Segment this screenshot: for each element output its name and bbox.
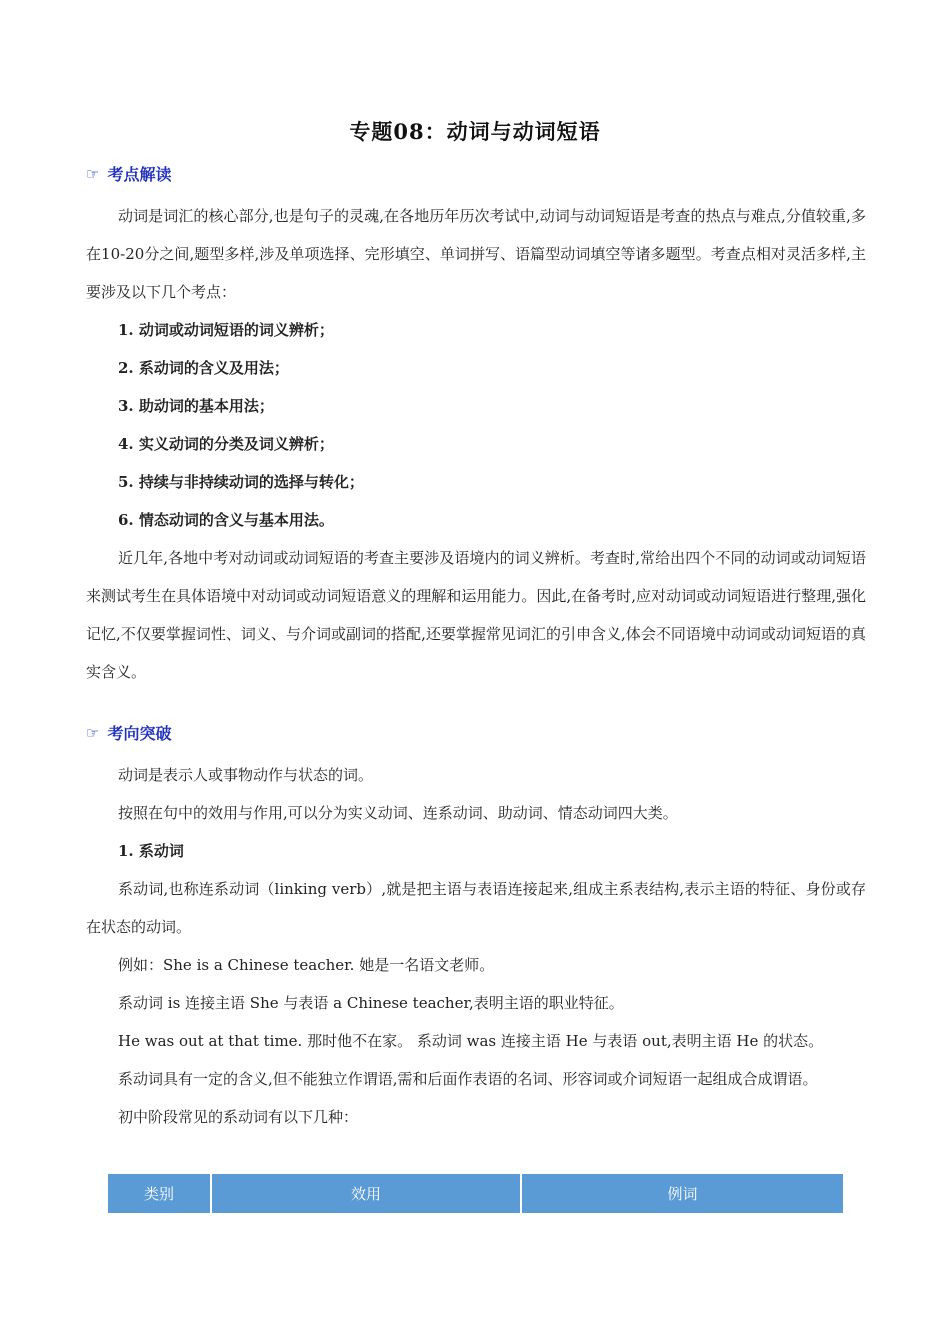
pointing-hand-icon: ☞ — [86, 164, 100, 183]
point-item: 4. 实义动词的分类及词义辨析； — [118, 435, 334, 453]
section-breakthrough-body — [86, 756, 866, 1136]
section-heading-analysis — [86, 162, 171, 185]
point-item: 2. 系动词的含义及用法； — [118, 359, 289, 377]
section-heading-breakthrough — [86, 721, 171, 744]
subheading-linking-verb: 1. 系动词 — [118, 842, 184, 860]
linking-verb-usage: 系动词具有一定的含义,但不能独立作谓语,需和后面作表语的名词、形容词或介词短语一起组成合成谓语。 — [118, 1070, 818, 1088]
linking-verb-definition: 系动词,也称连系动词（linking verb）,就是把主语与表语连接起来,组成主系表结构,表示主语的特征、身份或存在状态的动词。 — [86, 880, 866, 936]
section-analysis-body — [86, 197, 866, 691]
page-title: 专题08：动词与动词短语 — [349, 119, 601, 144]
definition-paragraph: 动词是表示人或事物动作与状态的词。 — [118, 766, 374, 784]
header-examples: 例词 — [521, 1174, 843, 1213]
header-function: 效用 — [211, 1174, 521, 1213]
example-explanation: 系动词 is 连接主语 She 与表语 a Chinese teacher,表明主语的职业特征。 — [118, 994, 624, 1012]
section-heading-label: 考点解读 — [107, 165, 172, 184]
intro-paragraph: 动词是词汇的核心部分,也是句子的灵魂,在各地历年历次考试中,动词与动词短语是考查的热点与难点,分值较重,多在10-20分之间,题型多样,涉及单项选择、完形填空、单词拼写、语篇型动词填空等诸多题型。考查点相对灵活多样,主要涉及以下几个考点： — [86, 207, 866, 301]
classification-paragraph: 按照在句中的效用与作用,可以分为实义动词、连系动词、助动词、情态动词四大类。 — [118, 804, 678, 822]
point-item: 3. 助动词的基本用法； — [118, 397, 274, 415]
header-category: 类别 — [108, 1174, 211, 1213]
point-item: 1. 动词或动词短语的词义辨析； — [118, 321, 334, 339]
point-item: 5. 持续与非持续动词的选择与转化； — [118, 473, 364, 491]
point-item: 6. 情态动词的含义与基本用法。 — [118, 511, 334, 529]
section-heading-label: 考向突破 — [107, 724, 172, 743]
closing-paragraph: 近几年,各地中考对动词或动词短语的考查主要涉及语境内的词义辨析。考查时,常给出四个不同的动词或动词短语来测试考生在具体语境中对动词或动词短语意义的理解和运用能力。因此,在备考时,应对动词或动词短语进行整理,强化记忆,不仅要掌握词性、词义、与介词或副词的搭配,还要掌握常见词汇的引申含义,体会不同语境中动词或动词短语的真实含义。 — [86, 549, 866, 681]
table-intro: 初中阶段常见的系动词有以下几种： — [118, 1108, 359, 1126]
pointing-hand-icon: ☞ — [86, 723, 100, 742]
linking-verb-table — [108, 1174, 843, 1213]
table-header-row — [108, 1174, 843, 1213]
example-line: He was out at that time. 那时他不在家。 系动词 was 连接主语 He 与表语 out,表明主语 He 的状态。 — [118, 1032, 824, 1050]
example-line: 例如：She is a Chinese teacher. 她是一名语文老师。 — [118, 956, 495, 974]
